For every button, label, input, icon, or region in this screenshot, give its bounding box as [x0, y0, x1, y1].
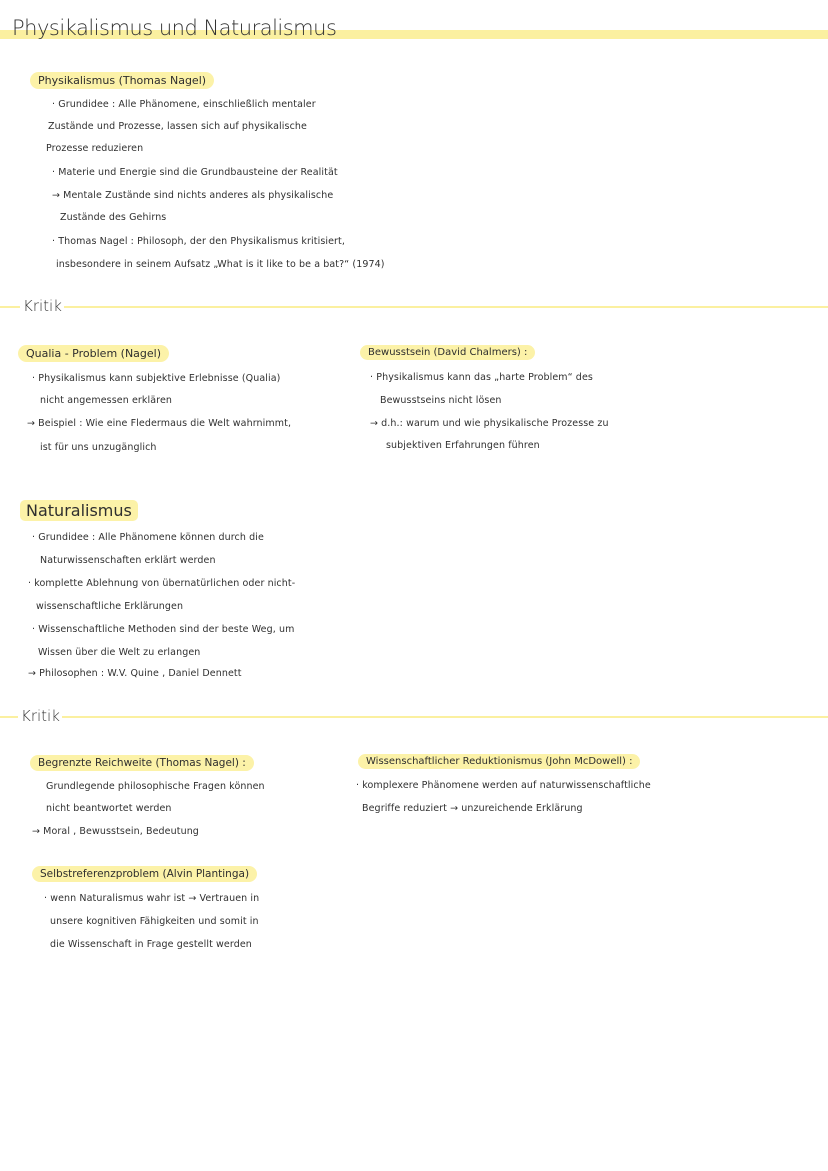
bewusstsein-heading: Bewusstsein (David Chalmers) :	[360, 345, 535, 360]
reduktionismus-line: · komplexere Phänomene werden auf naturwissenschaftliche	[356, 780, 651, 791]
reduktionismus-line: Begriffe reduziert → unzureichende Erklärung	[362, 803, 583, 814]
selbstreferenz-heading: Selbstreferenzproblem (Alvin Plantinga)	[32, 866, 257, 882]
qualia-line: ist für uns unzugänglich	[40, 442, 157, 453]
physikalismus-line: · Materie und Energie sind die Grundbausteine der Realität	[52, 167, 338, 178]
naturalismus-line: → Philosophen : W.V. Quine , Daniel Dennett	[28, 668, 242, 679]
bewusstsein-line: · Physikalismus kann das „harte Problem“ des	[370, 372, 593, 383]
kritik2-separator-left	[0, 716, 18, 718]
physikalismus-line: · Grundidee : Alle Phänomene, einschließlich mentaler	[52, 99, 316, 110]
physikalismus-line: Zustände und Prozesse, lassen sich auf physikalische	[48, 121, 307, 132]
reduktionismus-heading: Wissenschaftlicher Reduktionismus (John McDowell) :	[358, 754, 640, 769]
reichweite-line: → Moral , Bewusstsein, Bedeutung	[32, 826, 199, 837]
selbstreferenz-line: unsere kognitiven Fähigkeiten und somit in	[50, 916, 259, 927]
naturalismus-line: · komplette Ablehnung von übernatürlichen oder nicht-	[28, 578, 296, 589]
qualia-heading: Qualia - Problem (Nagel)	[18, 345, 169, 362]
physikalismus-heading: Physikalismus (Thomas Nagel)	[30, 72, 214, 89]
naturalismus-line: · Grundidee : Alle Phänomene können durch die	[32, 532, 264, 543]
bewusstsein-line: subjektiven Erfahrungen führen	[386, 440, 540, 451]
qualia-line: nicht angemessen erklären	[40, 395, 173, 406]
qualia-line: · Physikalismus kann subjektive Erlebnisse (Qualia)	[32, 373, 281, 384]
kritik2-label: Kritik	[21, 707, 60, 725]
kritik-separator-left	[0, 306, 20, 308]
reichweite-heading: Begrenzte Reichweite (Thomas Nagel) :	[30, 755, 254, 771]
bewusstsein-line: Bewusstseins nicht lösen	[380, 395, 502, 406]
naturalismus-line: Naturwissenschaften erklärt werden	[40, 555, 216, 566]
reichweite-line: nicht beantwortet werden	[46, 803, 172, 814]
kritik2-separator-right	[62, 716, 828, 718]
selbstreferenz-line: die Wissenschaft in Frage gestellt werden	[50, 939, 252, 950]
naturalismus-heading: Naturalismus	[20, 500, 138, 521]
physikalismus-line: insbesondere in seinem Aufsatz „What is it like to be a bat?“ (1974)	[56, 259, 385, 270]
selbstreferenz-line: · wenn Naturalismus wahr ist → Vertrauen in	[44, 893, 260, 904]
naturalismus-line: wissenschaftliche Erklärungen	[36, 601, 184, 612]
qualia-line: → Beispiel : Wie eine Fledermaus die Welt wahrnimmt,	[27, 418, 292, 429]
naturalismus-line: · Wissenschaftliche Methoden sind der beste Weg, um	[32, 624, 295, 635]
kritik-separator-right	[64, 306, 828, 308]
reichweite-line: Grundlegende philosophische Fragen können	[46, 781, 265, 792]
physikalismus-line: · Thomas Nagel : Philosoph, der den Physikalismus kritisiert,	[52, 236, 345, 247]
physikalismus-line: → Mentale Zustände sind nichts anderes als physikalische	[52, 190, 334, 201]
physikalismus-line: Zustände des Gehirns	[60, 212, 167, 223]
naturalismus-line: Wissen über die Welt zu erlangen	[38, 647, 201, 658]
page-title: Physikalismus und Naturalismus	[12, 16, 337, 40]
bewusstsein-line: → d.h.: warum und wie physikalische Prozesse zu	[370, 418, 609, 429]
kritik-label: Kritik	[23, 297, 62, 315]
physikalismus-line: Prozesse reduzieren	[46, 143, 144, 154]
